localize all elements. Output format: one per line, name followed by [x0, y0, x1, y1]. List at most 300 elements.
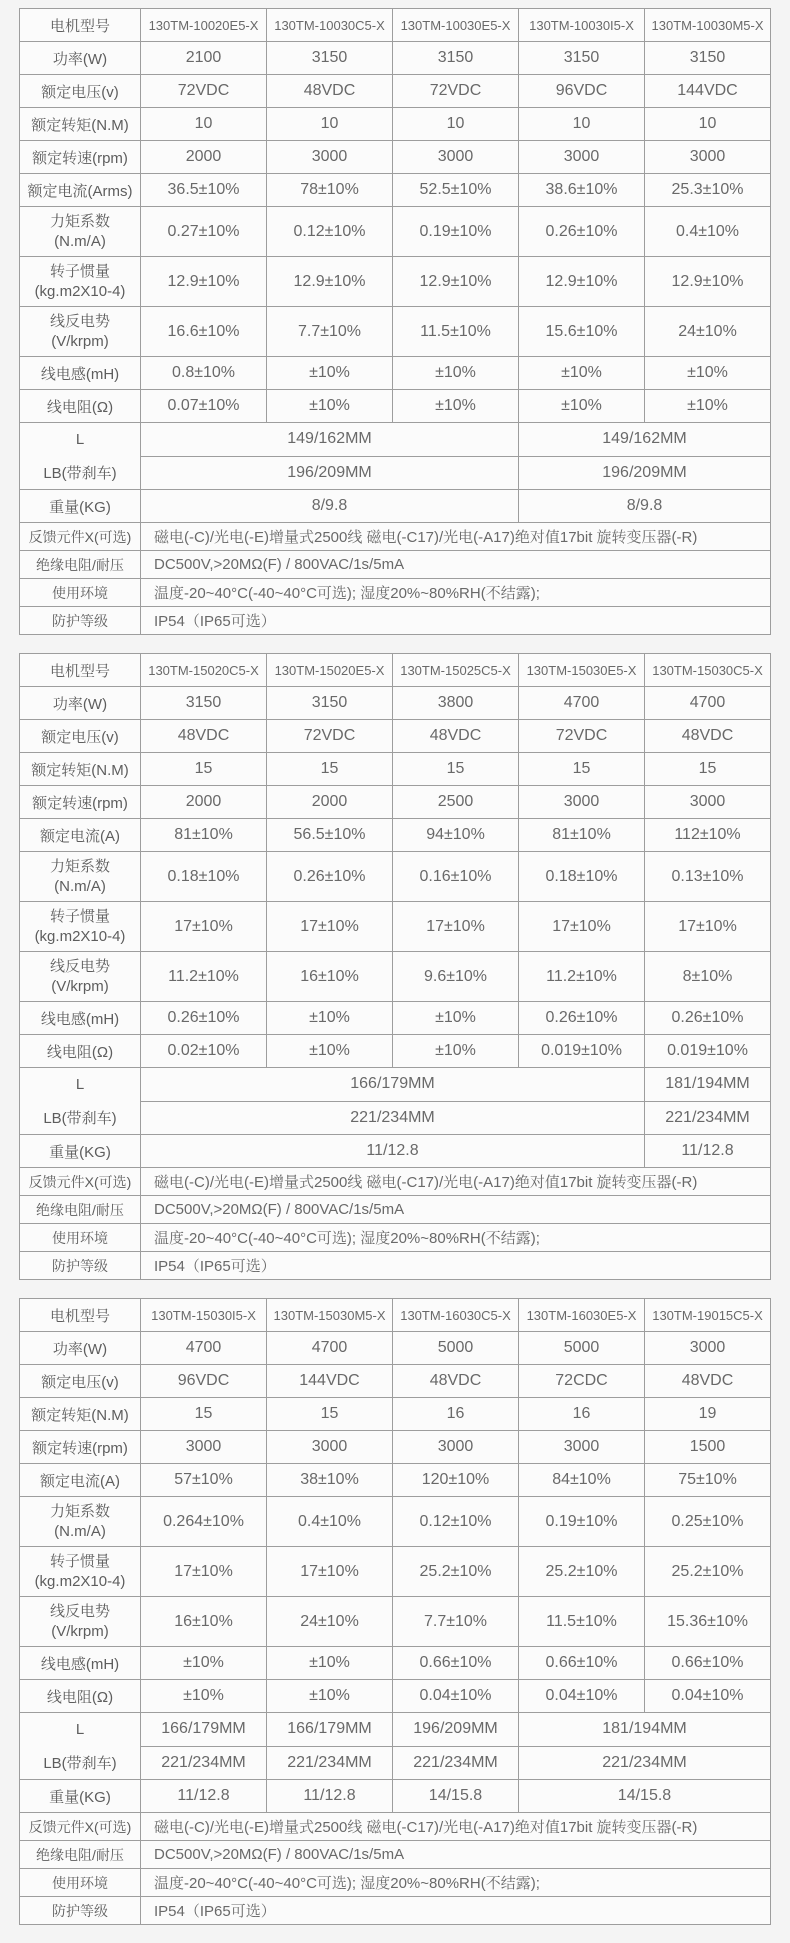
table-row-spec [20, 141, 771, 174]
row-label-info: 绝缘电阻/耐压 [20, 1196, 141, 1224]
dim-row-label-line: LB(带刹车) [43, 1755, 117, 1772]
table-row-spec [20, 75, 771, 108]
spec-value-cell: 0.26±10% [645, 1002, 771, 1035]
row-label: 功率(W) [20, 687, 141, 720]
spec-value-cell: 25.2±10% [519, 1547, 645, 1597]
spec-value-cell: 12.9±10% [141, 257, 267, 307]
spec-value-cell: 78±10% [267, 174, 393, 207]
spec-value-cell: 48VDC [393, 720, 519, 753]
motor-spec-table-2 [19, 653, 771, 1280]
spec-value-cell: 96VDC [141, 1365, 267, 1398]
spec-value-cell: 10 [645, 108, 771, 141]
spec-value-cell: 19 [645, 1398, 771, 1431]
length-value-cell: 149/162MM [519, 423, 771, 457]
row-label-info: 使用环境 [20, 1869, 141, 1897]
table-row-info [20, 1196, 771, 1224]
table-row-info [20, 1168, 771, 1196]
spec-value-cell: 144VDC [267, 1365, 393, 1398]
spec-value-cell: 0.27±10% [141, 207, 267, 257]
spec-value-cell: 72VDC [141, 75, 267, 108]
row-label-model: 电机型号 [20, 1299, 141, 1332]
model-number-cell: 130TM-10020E5-X [141, 9, 267, 42]
spec-value-cell: 16.6±10% [141, 307, 267, 357]
spec-value-cell: 2000 [141, 786, 267, 819]
spec-value-cell: 84±10% [519, 1464, 645, 1497]
spec-value-cell: ±10% [267, 1680, 393, 1713]
table-row-info [20, 1224, 771, 1252]
row-label-model: 电机型号 [20, 654, 141, 687]
spec-value-cell: 94±10% [393, 819, 519, 852]
spec-value-cell: ±10% [645, 357, 771, 390]
length-value-cell: 166/179MM [141, 1713, 267, 1747]
spec-value-cell: 15 [267, 1398, 393, 1431]
table-row-spec [20, 720, 771, 753]
model-number-cell: 130TM-15020E5-X [267, 654, 393, 687]
info-value-cell: DC500V,>20MΩ(F) / 800VAC/1s/5mA [141, 1196, 771, 1224]
table-row-length [20, 1068, 771, 1102]
spec-value-cell: 0.26±10% [519, 1002, 645, 1035]
spec-value-cell: 3000 [141, 1431, 267, 1464]
row-label: 线电阻(Ω) [20, 1680, 141, 1713]
weight-value-cell: 8/9.8 [141, 490, 519, 523]
weight-value-cell: 11/12.8 [141, 1780, 267, 1813]
table-row-info [20, 523, 771, 551]
row-label-info: 绝缘电阻/耐压 [20, 1841, 141, 1869]
row-label: 额定转矩(N.M) [20, 753, 141, 786]
table-row-spec [20, 753, 771, 786]
table-row-spec [20, 1398, 771, 1431]
spec-value-cell: ±10% [393, 357, 519, 390]
row-label: 转子惯量 (kg.m2X10-4) [20, 1547, 141, 1597]
spec-value-cell: 15 [645, 753, 771, 786]
spec-value-cell: 120±10% [393, 1464, 519, 1497]
table-row-info [20, 607, 771, 635]
table-row-spec [20, 952, 771, 1002]
row-label-info: 绝缘电阻/耐压 [20, 551, 141, 579]
row-label: 力矩系数 (N.m/A) [20, 207, 141, 257]
spec-value-cell: 24±10% [267, 1597, 393, 1647]
spec-value-cell: 75±10% [645, 1464, 771, 1497]
spec-value-cell: 112±10% [645, 819, 771, 852]
spec-value-cell: 15.6±10% [519, 307, 645, 357]
length-value-cell: 181/194MM [519, 1713, 771, 1747]
spec-value-cell: ±10% [267, 1002, 393, 1035]
row-label-model: 电机型号 [20, 9, 141, 42]
info-value-cell: 温度-20~40°C(-40~40°C可选); 湿度20%~80%RH(不结露); [141, 579, 771, 607]
spec-value-cell: 48VDC [645, 1365, 771, 1398]
spec-value-cell: 0.264±10% [141, 1497, 267, 1547]
spec-value-cell: 0.19±10% [393, 207, 519, 257]
table-row-info [20, 579, 771, 607]
model-number-cell: 130TM-10030M5-X [645, 9, 771, 42]
row-label-weight: 重量(KG) [20, 490, 141, 523]
row-label: 线电感(mH) [20, 357, 141, 390]
spec-value-cell: 16 [393, 1398, 519, 1431]
spec-value-cell: 3150 [267, 687, 393, 720]
row-label: 线反电势 (V/krpm) [20, 1597, 141, 1647]
model-number-cell: 130TM-15030C5-X [645, 654, 771, 687]
spec-value-cell: 48VDC [141, 720, 267, 753]
spec-value-cell: 2500 [393, 786, 519, 819]
spec-value-cell: 17±10% [393, 902, 519, 952]
length-brake-value-cell: 221/234MM [519, 1746, 771, 1780]
table-row-spec [20, 1002, 771, 1035]
row-label: 功率(W) [20, 42, 141, 75]
spec-value-cell: 25.2±10% [393, 1547, 519, 1597]
row-label: 线电阻(Ω) [20, 390, 141, 423]
info-value-cell: IP54（IP65可选） [141, 1897, 771, 1925]
spec-value-cell: ±10% [141, 1680, 267, 1713]
table-row-spec [20, 207, 771, 257]
spec-value-cell: 81±10% [141, 819, 267, 852]
spec-value-cell: 16 [519, 1398, 645, 1431]
spec-value-cell: 4700 [519, 687, 645, 720]
spec-value-cell: 3000 [519, 1431, 645, 1464]
model-number-cell: 130TM-10030C5-X [267, 9, 393, 42]
spec-value-cell: 17±10% [267, 1547, 393, 1597]
length-value-cell: 181/194MM [645, 1068, 771, 1102]
spec-value-cell: ±10% [267, 357, 393, 390]
info-value-cell: IP54（IP65可选） [141, 607, 771, 635]
spec-value-cell: 2100 [141, 42, 267, 75]
spec-value-cell: ±10% [519, 390, 645, 423]
spec-value-cell: 3000 [393, 1431, 519, 1464]
spec-value-cell: 11.5±10% [393, 307, 519, 357]
table-row-spec [20, 902, 771, 952]
row-label: 额定转矩(N.M) [20, 1398, 141, 1431]
info-value-cell: DC500V,>20MΩ(F) / 800VAC/1s/5mA [141, 551, 771, 579]
length-value-cell: 166/179MM [141, 1068, 645, 1102]
spec-value-cell: 8±10% [645, 952, 771, 1002]
motor-spec-table-3 [19, 1298, 771, 1925]
spec-value-cell: 48VDC [393, 1365, 519, 1398]
row-label: 功率(W) [20, 1332, 141, 1365]
model-number-cell: 130TM-15030E5-X [519, 654, 645, 687]
spec-value-cell: 17±10% [519, 902, 645, 952]
spec-value-cell: 15 [141, 753, 267, 786]
info-value-cell: 磁电(-C)/光电(-E)增量式2500线 磁电(-C17)/光电(-A17)绝对值17bit 旋转变压器(-R) [141, 1168, 771, 1196]
spec-value-cell: ±10% [267, 390, 393, 423]
spec-value-cell: 11.5±10% [519, 1597, 645, 1647]
row-label: 线电感(mH) [20, 1002, 141, 1035]
spec-value-cell: 9.6±10% [393, 952, 519, 1002]
spec-value-cell: 0.18±10% [141, 852, 267, 902]
row-label: 额定转矩(N.M) [20, 108, 141, 141]
spec-value-cell: 38±10% [267, 1464, 393, 1497]
spec-value-cell: 3000 [519, 141, 645, 174]
spec-value-cell: 0.13±10% [645, 852, 771, 902]
table-row-model [20, 9, 771, 42]
spec-value-cell: 25.2±10% [645, 1547, 771, 1597]
length-brake-value-cell: 221/234MM [267, 1746, 393, 1780]
table-row-weight [20, 1780, 771, 1813]
length-brake-value-cell: 221/234MM [393, 1746, 519, 1780]
spec-value-cell: 3000 [645, 141, 771, 174]
table-row-spec [20, 819, 771, 852]
dim-row-label-line: L [75, 1076, 85, 1093]
model-number-cell: 130TM-15020C5-X [141, 654, 267, 687]
spec-value-cell: 4700 [645, 687, 771, 720]
spec-value-cell: 0.04±10% [645, 1680, 771, 1713]
dim-row-label-line: LB(带刹车) [43, 465, 117, 482]
table-row-spec [20, 852, 771, 902]
row-label: 额定电压(v) [20, 720, 141, 753]
table-row-info [20, 1897, 771, 1925]
spec-value-cell: 0.26±10% [519, 207, 645, 257]
spec-value-cell: 96VDC [519, 75, 645, 108]
spec-value-cell: ±10% [141, 1647, 267, 1680]
spec-value-cell: 72VDC [267, 720, 393, 753]
weight-value-cell: 11/12.8 [645, 1135, 771, 1168]
row-label: 转子惯量 (kg.m2X10-4) [20, 902, 141, 952]
table-row-spec [20, 1431, 771, 1464]
spec-value-cell: 3150 [393, 42, 519, 75]
model-number-cell: 130TM-15025C5-X [393, 654, 519, 687]
spec-value-cell: 4700 [267, 1332, 393, 1365]
row-label: 额定转速(rpm) [20, 1431, 141, 1464]
length-value-cell: 149/162MM [141, 423, 519, 457]
table-row-weight [20, 1135, 771, 1168]
table-row-spec [20, 786, 771, 819]
spec-value-cell: 0.4±10% [645, 207, 771, 257]
row-label: 线电感(mH) [20, 1647, 141, 1680]
table-row-spec [20, 390, 771, 423]
spec-value-cell: 16±10% [267, 952, 393, 1002]
spec-value-cell: 38.6±10% [519, 174, 645, 207]
row-label: 线反电势 (V/krpm) [20, 952, 141, 1002]
model-number-cell: 130TM-10030E5-X [393, 9, 519, 42]
spec-value-cell: 10 [393, 108, 519, 141]
length-value-cell: 166/179MM [267, 1713, 393, 1747]
spec-value-cell: 10 [267, 108, 393, 141]
spec-value-cell: 3000 [519, 786, 645, 819]
model-number-cell: 130TM-16030C5-X [393, 1299, 519, 1332]
spec-value-cell: 48VDC [267, 75, 393, 108]
spec-value-cell: 12.9±10% [267, 257, 393, 307]
spec-value-cell: 17±10% [141, 902, 267, 952]
spec-value-cell: 2000 [267, 786, 393, 819]
spec-value-cell: 15 [393, 753, 519, 786]
spec-value-cell: ±10% [267, 1647, 393, 1680]
spec-value-cell: 72CDC [519, 1365, 645, 1398]
row-label-info: 防护等级 [20, 1897, 141, 1925]
spec-value-cell: 4700 [141, 1332, 267, 1365]
spec-value-cell: 3000 [393, 141, 519, 174]
model-number-cell: 130TM-15030I5-X [141, 1299, 267, 1332]
table-row-spec [20, 42, 771, 75]
row-label: 额定转速(rpm) [20, 141, 141, 174]
dim-row-label-line: L [75, 431, 85, 448]
row-label: 力矩系数 (N.m/A) [20, 1497, 141, 1547]
spec-value-cell: 0.66±10% [645, 1647, 771, 1680]
spec-value-cell: 0.26±10% [141, 1002, 267, 1035]
dim-row-label-line: L [75, 1721, 85, 1738]
spec-value-cell: 15 [141, 1398, 267, 1431]
length-brake-value-cell: 221/234MM [645, 1101, 771, 1135]
spec-value-cell: 0.25±10% [645, 1497, 771, 1547]
weight-value-cell: 11/12.8 [267, 1780, 393, 1813]
spec-value-cell: 0.26±10% [267, 852, 393, 902]
row-label: 线反电势 (V/krpm) [20, 307, 141, 357]
table-row-spec [20, 1680, 771, 1713]
spec-value-cell: 0.66±10% [519, 1647, 645, 1680]
spec-value-cell: 11.2±10% [519, 952, 645, 1002]
row-label: 线电阻(Ω) [20, 1035, 141, 1068]
table-row-model [20, 654, 771, 687]
spec-value-cell: 15 [519, 753, 645, 786]
weight-value-cell: 11/12.8 [141, 1135, 645, 1168]
spec-value-cell: 17±10% [267, 902, 393, 952]
model-number-cell: 130TM-19015C5-X [645, 1299, 771, 1332]
spec-value-cell: 3000 [645, 786, 771, 819]
table-row-spec [20, 1597, 771, 1647]
spec-value-cell: 72VDC [393, 75, 519, 108]
spec-value-cell: 5000 [393, 1332, 519, 1365]
spec-value-cell: 72VDC [519, 720, 645, 753]
row-label-length [20, 423, 141, 490]
spec-value-cell: 12.9±10% [393, 257, 519, 307]
spec-value-cell: 10 [519, 108, 645, 141]
length-brake-value-cell: 221/234MM [141, 1101, 645, 1135]
spec-value-cell: 17±10% [645, 902, 771, 952]
spec-value-cell: 3150 [519, 42, 645, 75]
table-row-spec [20, 1497, 771, 1547]
weight-value-cell: 8/9.8 [519, 490, 771, 523]
table-row-spec [20, 307, 771, 357]
spec-value-cell: 15 [267, 753, 393, 786]
spec-value-cell: 0.66±10% [393, 1647, 519, 1680]
row-label-weight: 重量(KG) [20, 1135, 141, 1168]
table-row-spec [20, 1035, 771, 1068]
length-brake-value-cell: 221/234MM [141, 1746, 267, 1780]
row-label-length [20, 1068, 141, 1135]
spec-value-cell: 0.8±10% [141, 357, 267, 390]
spec-value-cell: 0.019±10% [645, 1035, 771, 1068]
table-row-spec [20, 108, 771, 141]
spec-value-cell: 3000 [267, 141, 393, 174]
model-number-cell: 130TM-15030M5-X [267, 1299, 393, 1332]
row-label-info: 使用环境 [20, 1224, 141, 1252]
row-label: 额定电流(A) [20, 1464, 141, 1497]
table-row-info [20, 551, 771, 579]
weight-value-cell: 14/15.8 [519, 1780, 771, 1813]
info-value-cell: 磁电(-C)/光电(-E)增量式2500线 磁电(-C17)/光电(-A17)绝对值17bit 旋转变压器(-R) [141, 1813, 771, 1841]
spec-value-cell: 3150 [141, 687, 267, 720]
table-row-spec [20, 257, 771, 307]
spec-value-cell: 10 [141, 108, 267, 141]
spec-value-cell: 12.9±10% [519, 257, 645, 307]
spec-value-cell: 48VDC [645, 720, 771, 753]
table-row-weight [20, 490, 771, 523]
table-row-info [20, 1252, 771, 1280]
spec-value-cell: ±10% [393, 1002, 519, 1035]
row-label: 力矩系数 (N.m/A) [20, 852, 141, 902]
spec-value-cell: 0.02±10% [141, 1035, 267, 1068]
spec-value-cell: 17±10% [141, 1547, 267, 1597]
table-row-info [20, 1841, 771, 1869]
spec-value-cell: 11.2±10% [141, 952, 267, 1002]
spec-value-cell: 3800 [393, 687, 519, 720]
info-value-cell: 磁电(-C)/光电(-E)增量式2500线 磁电(-C17)/光电(-A17)绝对值17bit 旋转变压器(-R) [141, 523, 771, 551]
table-row-spec [20, 1547, 771, 1597]
table-row-spec [20, 1647, 771, 1680]
spec-value-cell: 0.4±10% [267, 1497, 393, 1547]
spec-value-cell: ±10% [519, 357, 645, 390]
model-number-cell: 130TM-16030E5-X [519, 1299, 645, 1332]
spec-value-cell: 12.9±10% [645, 257, 771, 307]
spec-value-cell: 16±10% [141, 1597, 267, 1647]
spec-value-cell: 7.7±10% [393, 1597, 519, 1647]
info-value-cell: DC500V,>20MΩ(F) / 800VAC/1s/5mA [141, 1841, 771, 1869]
spec-value-cell: 3000 [645, 1332, 771, 1365]
spec-value-cell: 81±10% [519, 819, 645, 852]
spec-value-cell: ±10% [267, 1035, 393, 1068]
weight-value-cell: 14/15.8 [393, 1780, 519, 1813]
table-row-length [20, 423, 771, 457]
spec-value-cell: 0.19±10% [519, 1497, 645, 1547]
row-label: 额定电流(Arms) [20, 174, 141, 207]
row-label-info: 使用环境 [20, 579, 141, 607]
length-value-cell: 196/209MM [393, 1713, 519, 1747]
table-row-spec [20, 687, 771, 720]
table-row-spec [20, 174, 771, 207]
spec-value-cell: 0.019±10% [519, 1035, 645, 1068]
spec-value-cell: 0.12±10% [393, 1497, 519, 1547]
spec-value-cell: 7.7±10% [267, 307, 393, 357]
row-label: 额定电流(A) [20, 819, 141, 852]
table-row-info [20, 1813, 771, 1841]
table-row-length [20, 1713, 771, 1747]
spec-value-cell: 57±10% [141, 1464, 267, 1497]
spec-value-cell: 0.07±10% [141, 390, 267, 423]
spec-value-cell: 144VDC [645, 75, 771, 108]
dim-row-label-line: LB(带刹车) [43, 1110, 117, 1127]
spec-value-cell: 0.04±10% [393, 1680, 519, 1713]
model-number-cell: 130TM-10030I5-X [519, 9, 645, 42]
spec-value-cell: 0.12±10% [267, 207, 393, 257]
table-row-spec [20, 1464, 771, 1497]
spec-value-cell: ±10% [393, 1035, 519, 1068]
spec-value-cell: 3150 [267, 42, 393, 75]
spec-value-cell: 0.18±10% [519, 852, 645, 902]
spec-value-cell: 2000 [141, 141, 267, 174]
spec-value-cell: 15.36±10% [645, 1597, 771, 1647]
row-label-length [20, 1713, 141, 1780]
table-row-spec [20, 1332, 771, 1365]
spec-value-cell: 56.5±10% [267, 819, 393, 852]
table-row-spec [20, 357, 771, 390]
spec-value-cell: ±10% [645, 390, 771, 423]
length-brake-value-cell: 196/209MM [519, 456, 771, 490]
table-row-model [20, 1299, 771, 1332]
spec-value-cell: 52.5±10% [393, 174, 519, 207]
info-value-cell: 温度-20~40°C(-40~40°C可选); 湿度20%~80%RH(不结露); [141, 1869, 771, 1897]
info-value-cell: 温度-20~40°C(-40~40°C可选); 湿度20%~80%RH(不结露); [141, 1224, 771, 1252]
info-value-cell: IP54（IP65可选） [141, 1252, 771, 1280]
row-label-info: 防护等级 [20, 607, 141, 635]
spec-value-cell: 36.5±10% [141, 174, 267, 207]
row-label-info: 反馈元件X(可选) [20, 1813, 141, 1841]
row-label-info: 反馈元件X(可选) [20, 523, 141, 551]
row-label-info: 反馈元件X(可选) [20, 1168, 141, 1196]
row-label: 额定电压(v) [20, 75, 141, 108]
row-label: 额定电压(v) [20, 1365, 141, 1398]
row-label: 转子惯量 (kg.m2X10-4) [20, 257, 141, 307]
spec-value-cell: ±10% [393, 390, 519, 423]
spec-value-cell: 25.3±10% [645, 174, 771, 207]
spec-value-cell: 24±10% [645, 307, 771, 357]
row-label: 额定转速(rpm) [20, 786, 141, 819]
